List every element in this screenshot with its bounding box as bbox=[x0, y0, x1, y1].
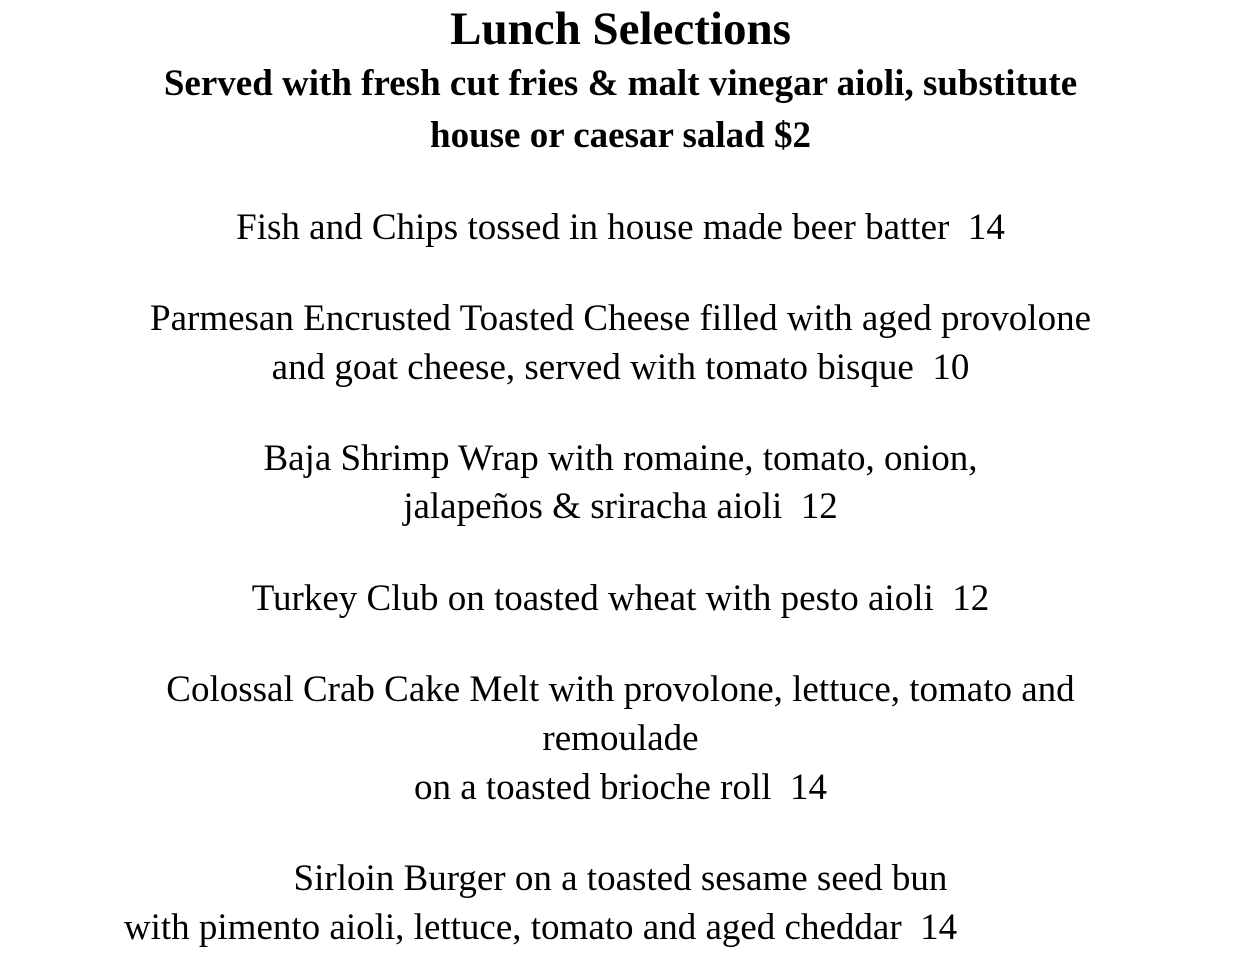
menu-item-line: on a toasted brioche roll 14 bbox=[413, 767, 828, 808]
menu-item-line: Parmesan Encrusted Toasted Cheese filled with aged provolone bbox=[150, 298, 1091, 339]
menu-item-line: jalapeños & sriracha aioli 12 bbox=[403, 486, 838, 527]
menu-item-line: Turkey Club on toasted wheat with pesto aioli 12 bbox=[251, 578, 990, 619]
menu-item-line: and goat cheese, served with tomato bisque 10 bbox=[271, 347, 970, 388]
menu-item-line: remoulade bbox=[542, 718, 699, 759]
menu-title: Lunch Selections bbox=[450, 3, 791, 55]
menu-item-line: Colossal Crab Cake Melt with provolone, lettuce, tomato and bbox=[166, 669, 1075, 710]
menu-item-line: Fish and Chips tossed in house made beer batter 14 bbox=[236, 207, 1005, 248]
menu-subtitle-line-1: Served with fresh cut fries & malt vinegar aioli, substitute bbox=[163, 63, 1078, 104]
menu-subtitle-line-2: house or caesar salad $2 bbox=[430, 115, 811, 156]
menu-item-line: with pimento aioli, lettuce, tomato and aged cheddar 14 bbox=[123, 907, 958, 948]
menu-item-line: Baja Shrimp Wrap with romaine, tomato, onion, bbox=[263, 438, 978, 479]
menu-item-line: Sirloin Burger on a toasted sesame seed bun bbox=[293, 858, 948, 899]
